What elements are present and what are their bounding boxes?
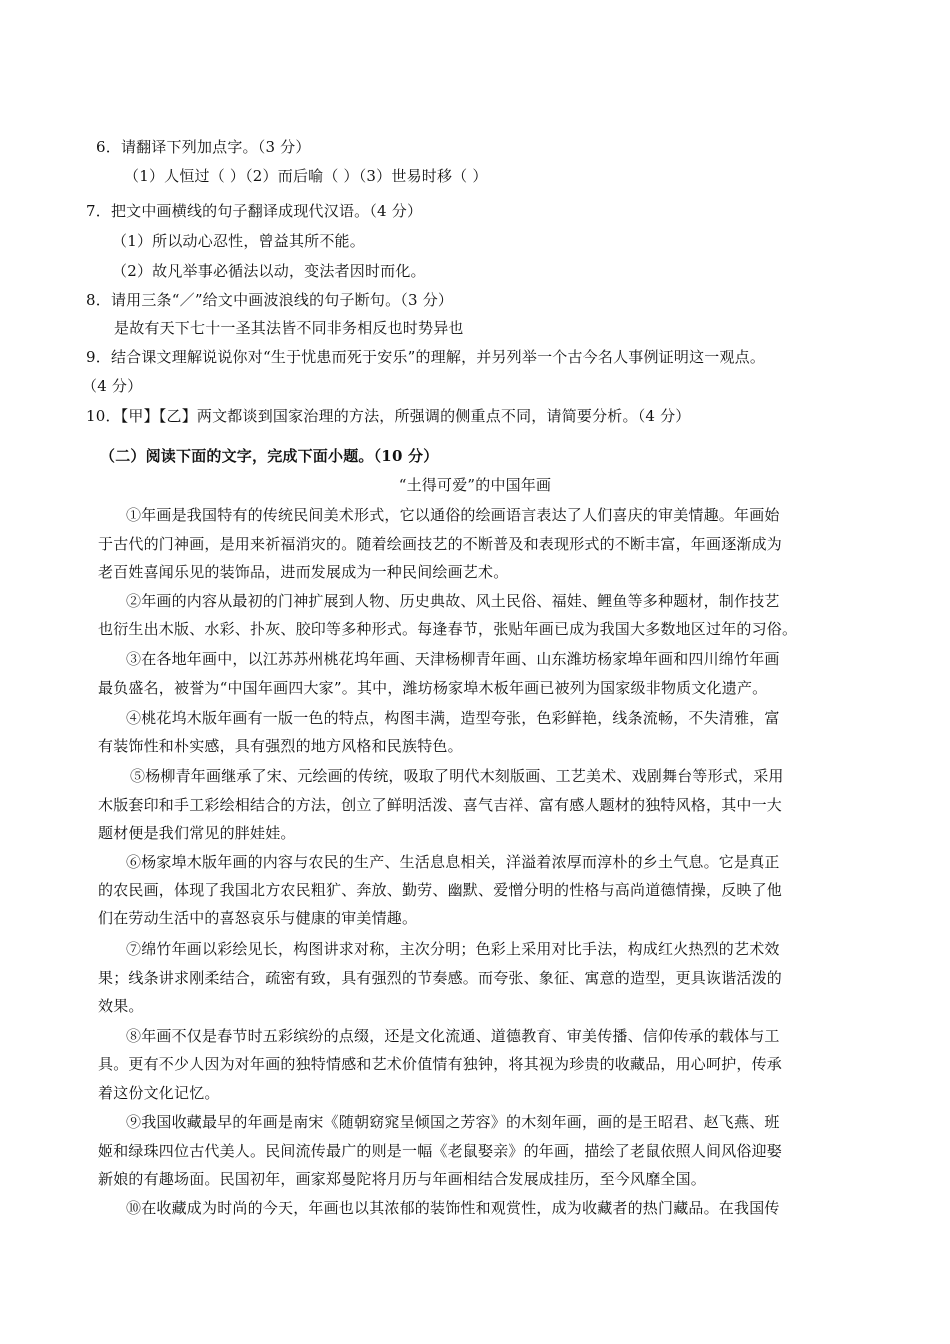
para-5-line-1: ⑤杨柳青年画继承了宋、元绘画的传统，吸取了明代木刻版画、工艺美术、戏剧舞台等形式，采用 <box>130 767 784 785</box>
para-4-line-1: ④桃花坞木版年画有一版一色的特点，构图丰满，造型夸张，色彩鲜艳，线条流畅，不失清雅，富 <box>126 709 780 727</box>
para-2-line-2: 也衍生出木版、水彩、扑灰、胶印等多种形式。每逢春节，张贴年画已成为我国大多数地区过年的习俗。 <box>98 620 798 638</box>
para-10-line-1: ⑩在收藏成为时尚的今天，年画也以其浓郁的装饰性和观赏性，成为收藏者的热门藏品。在我国传 <box>126 1199 780 1217</box>
q9-line-2: （4 分） <box>82 377 143 395</box>
para-6-line-1: ⑥杨家埠木版年画的内容与农民的生产、生活息息相关，洋溢着浓厚而淳朴的乡土气息。它是真正 <box>126 853 780 871</box>
para-8-line-1: ⑧年画不仅是春节时五彩缤纷的点缀，还是文化流通、道德教育、审美传播、信仰传承的载体与工 <box>126 1027 780 1045</box>
q6-stem: 6．请翻译下列加点字。（3 分） <box>96 138 311 156</box>
q7-sentence-2: （2）故凡举事必循法以动，变法者因时而化。 <box>112 262 426 280</box>
para-3-line-1: ③在各地年画中，以江苏苏州桃花坞年画、天津杨柳青年画、山东潍坊杨家埠年画和四川绵竹年画 <box>126 650 780 668</box>
para-9-line-3: 新娘的有趣场面。民国初年，画家郑曼陀将月历与年画相结合发展成挂历，至今风靡全国。 <box>98 1170 707 1188</box>
article-title: “土得可爱”的中国年画 <box>398 476 552 494</box>
para-9-line-2: 姬和绿珠四位古代美人。民间流传最广的则是一幅《老鼠娶亲》的年画，描绘了老鼠依照人间风俗迎娶 <box>98 1142 783 1160</box>
q6-items: （1）人恒过（ ）（2）而后喻（ ）（3）世易时移（ ） <box>124 167 488 185</box>
para-3-line-2: 最负盛名，被誉为“中国年画四大家”。其中，潍坊杨家埠木板年画已被列为国家级非物质文化遗产。 <box>98 679 768 697</box>
para-1-line-1: ①年画是我国特有的传统民间美术形式，它以通俗的绘画语言表达了人们喜庆的审美情趣。年画始 <box>126 506 780 524</box>
para-5-line-3: 题材便是我们常见的胖娃娃。 <box>98 824 296 842</box>
q8-stem: 8．请用三条“／”给文中画波浪线的句子断句。（3 分） <box>86 291 454 309</box>
q9-line-1: 9．结合课文理解说说你对“生于忧患而死于安乐”的理解，并另列举一个古今名人事例证明这一观点。 <box>86 348 766 366</box>
q10-stem: 10．【甲】【乙】两文都谈到国家治理的方法，所强调的侧重点不同，请简要分析。（4 分） <box>86 407 691 425</box>
para-6-line-3: 们在劳动生活中的喜怒哀乐与健康的审美情趣。 <box>98 909 418 927</box>
para-7-line-2: 果；线条讲求刚柔结合，疏密有致，具有强烈的节奏感。而夸张、象征、寓意的造型，更具诙谐活泼的 <box>98 969 783 987</box>
para-4-line-2: 有装饰性和朴实感，具有强烈的地方风格和民族特色。 <box>98 737 463 755</box>
para-8-line-3: 着这份文化记忆。 <box>98 1084 220 1102</box>
para-6-line-2: 的农民画，体现了我国北方农民粗犷、奔放、勤劳、幽默、爱憎分明的性格与高尚道德情操，反映了他 <box>98 881 783 899</box>
q8-sentence: 是故有天下七十一圣其法皆不同非务相反也时势异也 <box>114 319 464 337</box>
para-1-line-3: 老百姓喜闻乐见的装饰品，进而发展成为一种民间绘画艺术。 <box>98 563 509 581</box>
q7-sentence-1: （1）所以动心忍性，曾益其所不能。 <box>112 232 365 250</box>
q7-stem: 7．把文中画横线的句子翻译成现代汉语。（4 分） <box>86 202 423 220</box>
para-5-line-2: 木版套印和手工彩绘相结合的方法，创立了鲜明活泼、喜气吉祥、富有感人题材的独特风格，其中一大 <box>98 796 783 814</box>
para-9-line-1: ⑨我国收藏最早的年画是南宋《随朝窈窕呈倾国之芳容》的木刻年画，画的是王昭君、赵飞燕、班 <box>126 1113 780 1131</box>
para-7-line-1: ⑦绵竹年画以彩绘见长，构图讲求对称，主次分明；色彩上采用对比手法，构成红火热烈的艺术效 <box>126 940 780 958</box>
para-8-line-2: 具。更有不少人因为对年画的独特情感和艺术价值情有独钟，将其视为珍贵的收藏品，用心呵护，传承 <box>98 1055 783 1073</box>
para-7-line-3: 效果。 <box>98 997 144 1015</box>
para-1-line-2: 于古代的门神画，是用来祈福消灾的。随着绘画技艺的不断普及和表现形式的不断丰富，年画逐渐成为 <box>98 535 783 553</box>
section-heading: （二）阅读下面的文字，完成下面小题。（10 分） <box>100 447 439 465</box>
para-2-line-1: ②年画的内容从最初的门神扩展到人物、历史典故、风土民俗、福娃、鲤鱼等多种题材，制作技艺 <box>126 592 780 610</box>
